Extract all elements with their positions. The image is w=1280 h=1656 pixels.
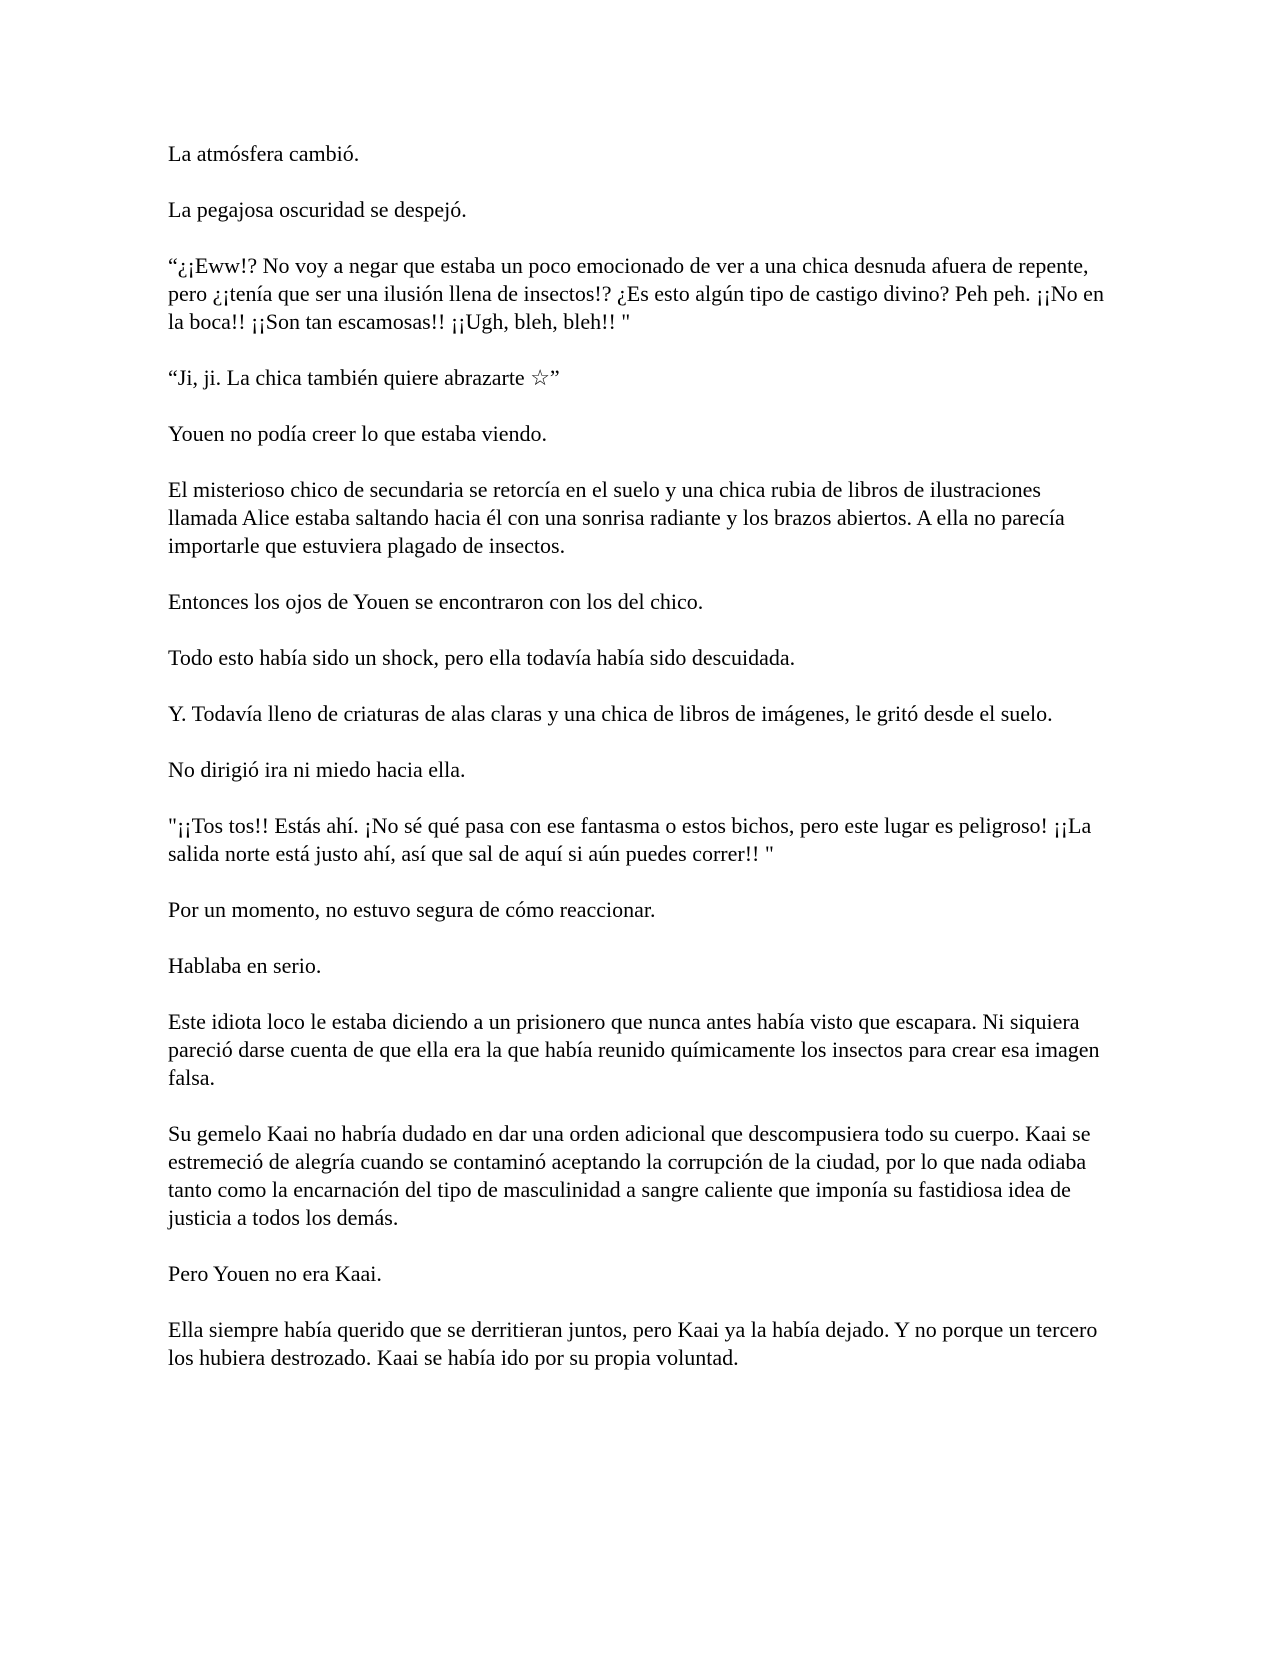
paragraph: No dirigió ira ni miedo hacia ella.: [168, 757, 466, 782]
paragraph: Y. Todavía lleno de criaturas de alas claras y una chica de libros de imágenes, le gritó desde el suelo.: [168, 701, 1053, 726]
paragraph: “¿¡Eww!? No voy a negar que estaba un poco emocionado de ver a una chica desnuda afuera de repente, pero ¿¡tenía que ser una ilusión llena de insectos!? ¿Es esto algún tipo de castigo divino? Peh peh. ¡¡No en la boca!! ¡¡Son tan escamosas!! ¡¡Ugh, bleh, bleh!! ": [168, 253, 1104, 334]
paragraph: "¡¡Tos tos!! Estás ahí. ¡No sé qué pasa con ese fantasma o estos bichos, pero este lugar es peligroso! ¡¡La salida norte está justo ahí, así que sal de aquí si aún puedes correr!! ": [168, 813, 1092, 866]
paragraph: Todo esto había sido un shock, pero ella todavía había sido descuidada.: [168, 645, 796, 670]
paragraph: Entonces los ojos de Youen se encontraron con los del chico.: [168, 589, 704, 614]
paragraph: La pegajosa oscuridad se despejó.: [168, 197, 467, 222]
paragraph: Este idiota loco le estaba diciendo a un prisionero que nunca antes había visto que escapara. Ni siquiera pareció darse cuenta de que ella era la que había reunido químicamente los insectos para crear esa imagen falsa.: [168, 1009, 1100, 1090]
paragraph: Pero Youen no era Kaai.: [168, 1261, 382, 1286]
paragraph: “Ji, ji. La chica también quiere abrazarte ☆”: [168, 365, 560, 390]
paragraph: El misterioso chico de secundaria se retorcía en el suelo y una chica rubia de libros de ilustraciones llamada Alice estaba saltando hacia él con una sonrisa radiante y los brazos abiertos. A ella no parecía importarle que estuviera plagado de insectos.: [168, 477, 1065, 558]
paragraph: Su gemelo Kaai no habría dudado en dar una orden adicional que descompusiera todo su cuerpo. Kaai se estremeció de alegría cuando se contaminó aceptando la corrupción de la ciudad, por lo que nada odiaba tanto como la encarnación del tipo de masculinidad a sangre caliente que imponía su fastidiosa idea de justicia a todos los demás.: [168, 1121, 1091, 1230]
document-text-body: [168, 140, 1106, 1372]
paragraph: Hablaba en serio.: [168, 953, 322, 978]
paragraph: Ella siempre había querido que se derritieran juntos, pero Kaai ya la había dejado. Y no porque un tercero los hubiera destrozado. Kaai se había ido por su propia voluntad.: [168, 1317, 1098, 1370]
paragraph: La atmósfera cambió.: [168, 141, 360, 166]
paragraph: Youen no podía creer lo que estaba viendo.: [168, 421, 547, 446]
paragraph: Por un momento, no estuvo segura de cómo reaccionar.: [168, 897, 656, 922]
